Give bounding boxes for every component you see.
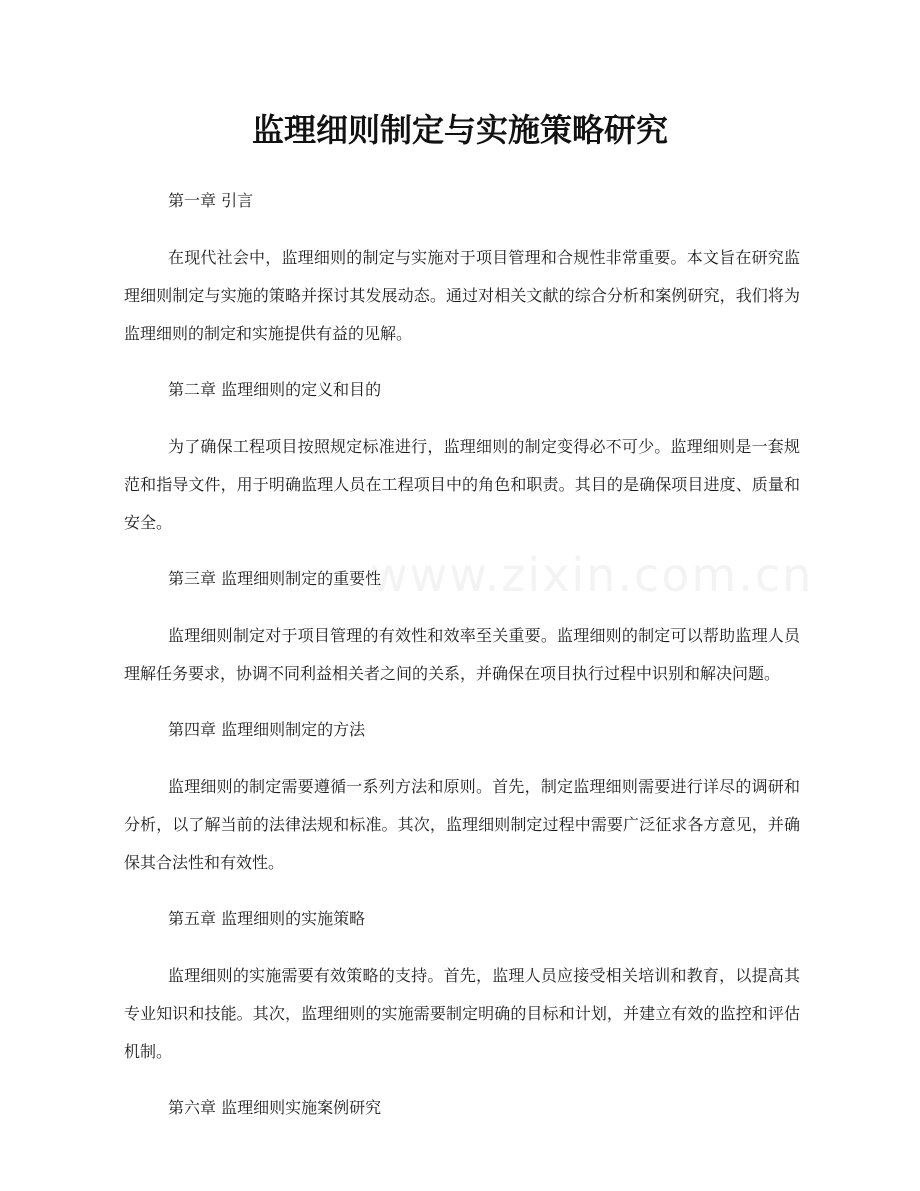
page-title: 监理细则制定与实施策略研究 bbox=[251, 111, 668, 149]
section-3-heading: 第三章 监理细则制定的重要性 bbox=[168, 569, 382, 588]
document-body bbox=[124, 182, 800, 1146]
section-2-heading: 第二章 监理细则的定义和目的 bbox=[168, 380, 382, 399]
section-4-paragraph: 监理细则的制定需要遵循一系列方法和原则。首先，制定监理细则需要进行详尽的调研和分析，以了解当前的法律法规和标准。其次，监理细则制定过程中需要广泛征求各方意见，并确保其合法性和有效性。 bbox=[124, 777, 800, 872]
section-3-paragraph: 监理细则制定对于项目管理的有效性和效率至关重要。监理细则的制定可以帮助监理人员理解任务要求，协调不同利益相关者之间的关系，并确保在项目执行过程中识别和解决问题。 bbox=[124, 626, 800, 683]
section-5-heading: 第五章 监理细则的实施策略 bbox=[168, 909, 366, 928]
watermark: www.zixin.com.cn bbox=[370, 548, 814, 602]
section-5-paragraph: 监理细则的实施需要有效策略的支持。首先，监理人员应接受相关培训和教育，以提高其专业知识和技能。其次，监理细则的实施需要制定明确的目标和计划，并建立有效的监控和评估机制。 bbox=[124, 966, 800, 1061]
section-4-heading: 第四章 监理细则制定的方法 bbox=[168, 720, 366, 739]
section-6-heading: 第六章 监理细则实施案例研究 bbox=[168, 1098, 382, 1117]
section-1-heading: 第一章 引言 bbox=[168, 191, 254, 210]
section-1-paragraph: 在现代社会中，监理细则的制定与实施对于项目管理和合规性非常重要。本文旨在研究监理细则制定与实施的策略并探讨其发展动态。通过对相关文献的综合分析和案例研究，我们将为监理细则的制定和实施提供有益的见解。 bbox=[124, 248, 800, 343]
section-2-paragraph: 为了确保工程项目按照规定标准进行，监理细则的制定变得必不可少。监理细则是一套规范和指导文件，用于明确监理人员在工程项目中的角色和职责。其目的是确保项目进度、质量和安全。 bbox=[124, 437, 800, 532]
